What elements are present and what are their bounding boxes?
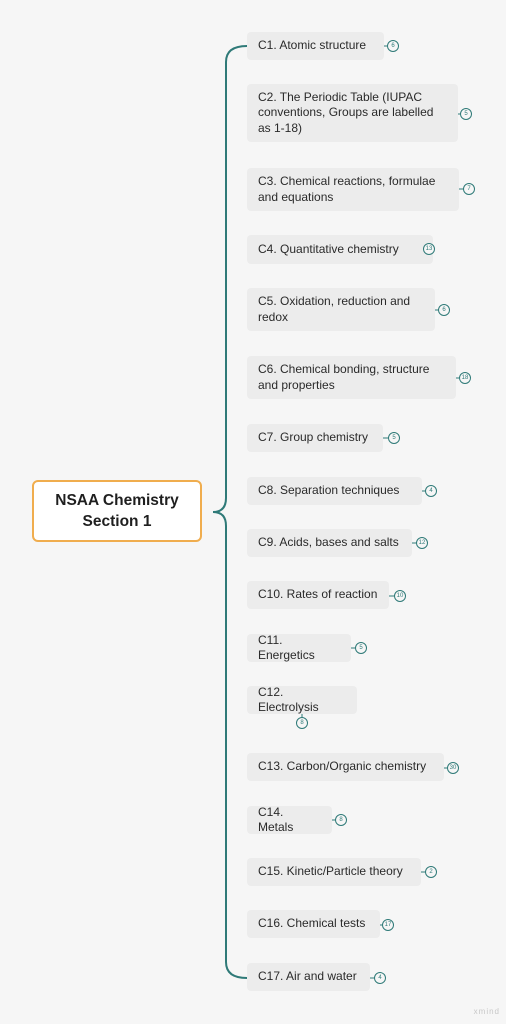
subtopic-count-badge[interactable]: 13 (423, 243, 435, 255)
topic-label: C3. Chemical reactions, formulae and equations (258, 174, 436, 204)
topic-node[interactable] (247, 963, 370, 991)
topic-node[interactable] (247, 806, 332, 834)
topic-label: C17. Air and water (258, 969, 357, 984)
topic-label: C13. Carbon/Organic chemistry (258, 759, 427, 774)
subtopic-count-badge[interactable]: 6 (387, 40, 399, 52)
main-branch-line (213, 46, 247, 978)
topic-node[interactable] (247, 910, 380, 938)
topic-node[interactable] (247, 356, 456, 399)
topic-label: C8. Separation techniques (258, 483, 400, 498)
subtopic-count-badge[interactable]: 2 (425, 866, 437, 878)
topic-label: C11. Energetics (258, 632, 315, 662)
topic-label: C15. Kinetic/Particle theory (258, 864, 403, 879)
subtopic-count-badge[interactable]: 30 (447, 762, 459, 774)
topic-node[interactable] (247, 477, 422, 505)
topic-label: C9. Acids, bases and salts (258, 535, 399, 550)
topic-label: C1. Atomic structure (258, 38, 367, 53)
subtopic-count-badge[interactable]: 17 (382, 919, 394, 931)
topic-label: C7. Group chemistry (258, 430, 369, 445)
subtopic-count-badge[interactable]: 8 (296, 717, 308, 729)
root-title-line1: NSAA Chemistry (55, 492, 179, 509)
topic-label: C2. The Periodic Table (IUPAC conventions, Groups are labelled as 1-18) (258, 89, 434, 135)
topic-node[interactable] (247, 235, 433, 264)
subtopic-count-badge[interactable]: 12 (416, 537, 428, 549)
topic-node[interactable] (247, 168, 459, 211)
subtopic-count-badge[interactable]: 4 (425, 485, 437, 497)
topic-node[interactable] (247, 753, 444, 781)
root-topic[interactable] (32, 480, 202, 542)
topic-node[interactable] (247, 529, 412, 557)
xmind-watermark: xmind (473, 1007, 500, 1016)
root-title-line2: Section 1 (82, 513, 152, 530)
topic-node[interactable] (247, 581, 389, 609)
subtopic-count-badge[interactable]: 4 (374, 972, 386, 984)
topic-node[interactable] (247, 858, 421, 886)
subtopic-count-badge[interactable]: 5 (388, 432, 400, 444)
subtopic-count-badge[interactable]: 5 (355, 642, 367, 654)
topic-node[interactable] (247, 686, 357, 714)
topic-label: C5. Oxidation, reduction and redox (258, 294, 411, 324)
subtopic-count-badge[interactable]: 10 (394, 590, 406, 602)
subtopic-count-badge[interactable]: 6 (438, 304, 450, 316)
topic-node[interactable] (247, 32, 384, 60)
subtopic-count-badge[interactable]: 18 (459, 372, 471, 384)
topic-node[interactable] (247, 84, 458, 142)
subtopic-count-badge[interactable]: 5 (460, 108, 472, 120)
topic-node[interactable] (247, 634, 351, 662)
topic-label: C14. Metals (258, 804, 294, 834)
topic-node[interactable] (247, 288, 435, 331)
subtopic-count-badge[interactable]: 8 (335, 814, 347, 826)
topic-label: C16. Chemical tests (258, 916, 366, 931)
topic-label: C4. Quantitative chemistry (258, 241, 399, 256)
topic-label: C12. Electrolysis (258, 684, 319, 714)
topic-label: C6. Chemical bonding, structure and properties (258, 362, 430, 392)
subtopic-count-badge[interactable]: 7 (463, 183, 475, 195)
topic-node[interactable] (247, 424, 383, 452)
topic-label: C10. Rates of reaction (258, 587, 378, 602)
